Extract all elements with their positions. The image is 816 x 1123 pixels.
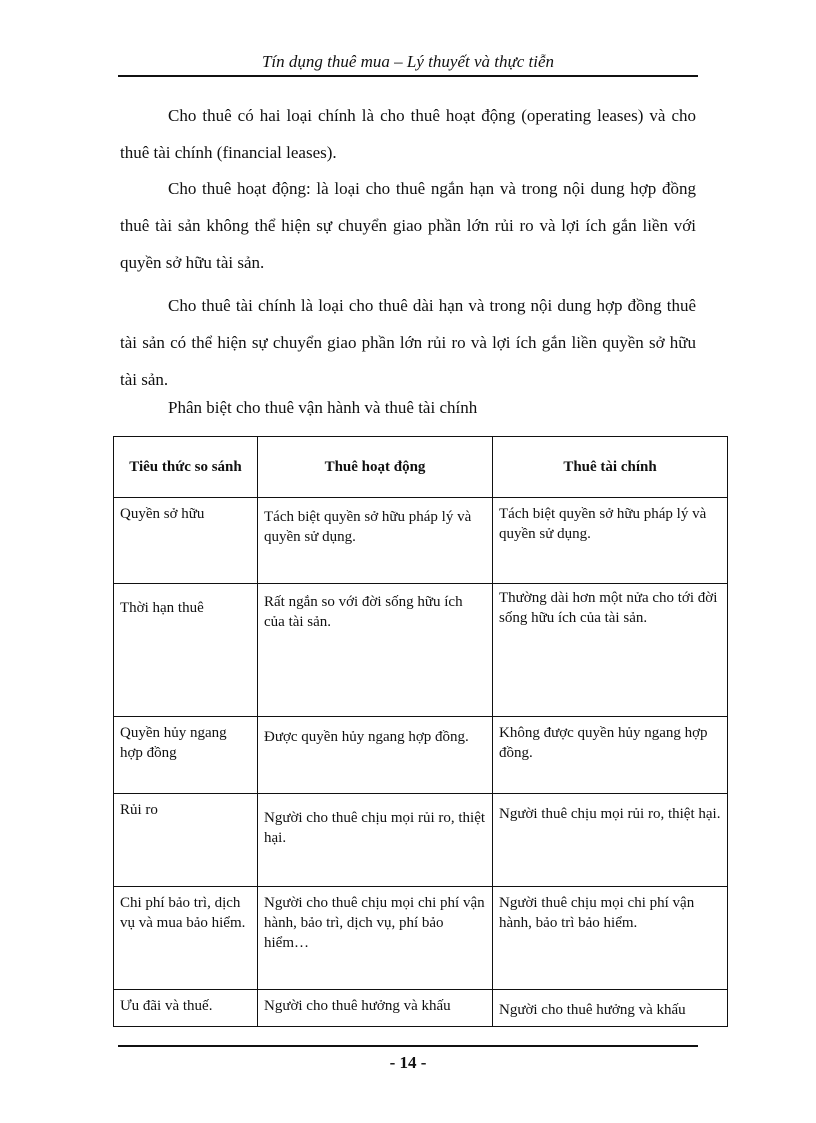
- row-financial-value: Người thuê chịu mọi rủi ro, thiệt hại.: [493, 794, 728, 887]
- paragraph-text: Cho thuê hoạt động: là loại cho thuê ngắn hạn và trong nội dung hợp đồng thuê tài sản không thể hiện sự chuyển giao phần lớn rủi ro và lợi ích gắn liền với quyền sở hữu tài sản.: [120, 179, 696, 272]
- row-financial-value: Tách biệt quyền sở hữu pháp lý và quyền sử dụng.: [493, 498, 728, 584]
- table-caption: Phân biệt cho thuê vận hành và thuê tài chính: [168, 398, 478, 417]
- row-criteria: Ưu đãi và thuế.: [114, 990, 258, 1027]
- row-financial-value: Thường dài hơn một nửa cho tới đời sống hữu ích của tài sản.: [493, 584, 728, 717]
- row-criteria: Quyền hủy ngang hợp đồng: [114, 717, 258, 794]
- page-number: - 14 -: [389, 1053, 427, 1072]
- row-operating-value: Được quyền hủy ngang hợp đồng.: [258, 717, 493, 794]
- row-criteria: Quyền sở hữu: [114, 498, 258, 584]
- paragraph-lease-types: [120, 97, 696, 171]
- row-financial-value: Không được quyền hủy ngang hợp đồng.: [493, 717, 728, 794]
- row-criteria: Thời hạn thuê: [114, 584, 258, 717]
- row-criteria: Rủi ro: [114, 794, 258, 887]
- paragraph-text: Cho thuê có hai loại chính là cho thuê hoạt động (operating leases) và cho thuê tài chính (financial leases).: [120, 106, 696, 162]
- comparison-table: [113, 436, 728, 1027]
- paragraph-financial-lease: [120, 287, 696, 398]
- row-operating-value: Người cho thuê chịu mọi rủi ro, thiệt hại.: [258, 794, 493, 887]
- row-operating-value: Tách biệt quyền sở hữu pháp lý và quyền sử dụng.: [258, 498, 493, 584]
- row-operating-value: Người cho thuê hưởng và khấu: [258, 990, 493, 1027]
- row-criteria: Chi phí bảo trì, dịch vụ và mua bảo hiểm.: [114, 887, 258, 990]
- table-row: [114, 794, 728, 887]
- table-row: [114, 584, 728, 717]
- row-operating-value: Người cho thuê chịu mọi chi phí vận hành, bảo trì, dịch vụ, phí bảo hiểm…: [258, 887, 493, 990]
- row-financial-value: Người thuê chịu mọi chi phí vận hành, bảo trì bảo hiểm.: [493, 887, 728, 990]
- header-criteria: Tiêu thức so sánh: [114, 437, 258, 498]
- table-row: [114, 717, 728, 794]
- paragraph-text: Cho thuê tài chính là loại cho thuê dài hạn và trong nội dung hợp đồng thuê tài sản có thể hiện sự chuyển giao phần lớn rủi ro và lợi ích gắn liền quyền sở hữu tài sản.: [120, 296, 696, 389]
- header-financial-lease: Thuê tài chính: [493, 437, 728, 498]
- row-financial-value: Người cho thuê hưởng và khấu: [493, 990, 728, 1027]
- footer-rule: [118, 1045, 698, 1047]
- row-operating-value: Rất ngắn so với đời sống hữu ích của tài sản.: [258, 584, 493, 717]
- paragraph-operating-lease: [120, 170, 696, 281]
- header-operating-lease: Thuê hoạt động: [258, 437, 493, 498]
- header-rule: [118, 75, 698, 77]
- table-row: [114, 498, 728, 584]
- table-row: [114, 990, 728, 1027]
- running-header: Tín dụng thuê mua – Lý thuyết và thực tiễn: [261, 52, 555, 71]
- table-header-row: [114, 437, 728, 498]
- table-row: [114, 887, 728, 990]
